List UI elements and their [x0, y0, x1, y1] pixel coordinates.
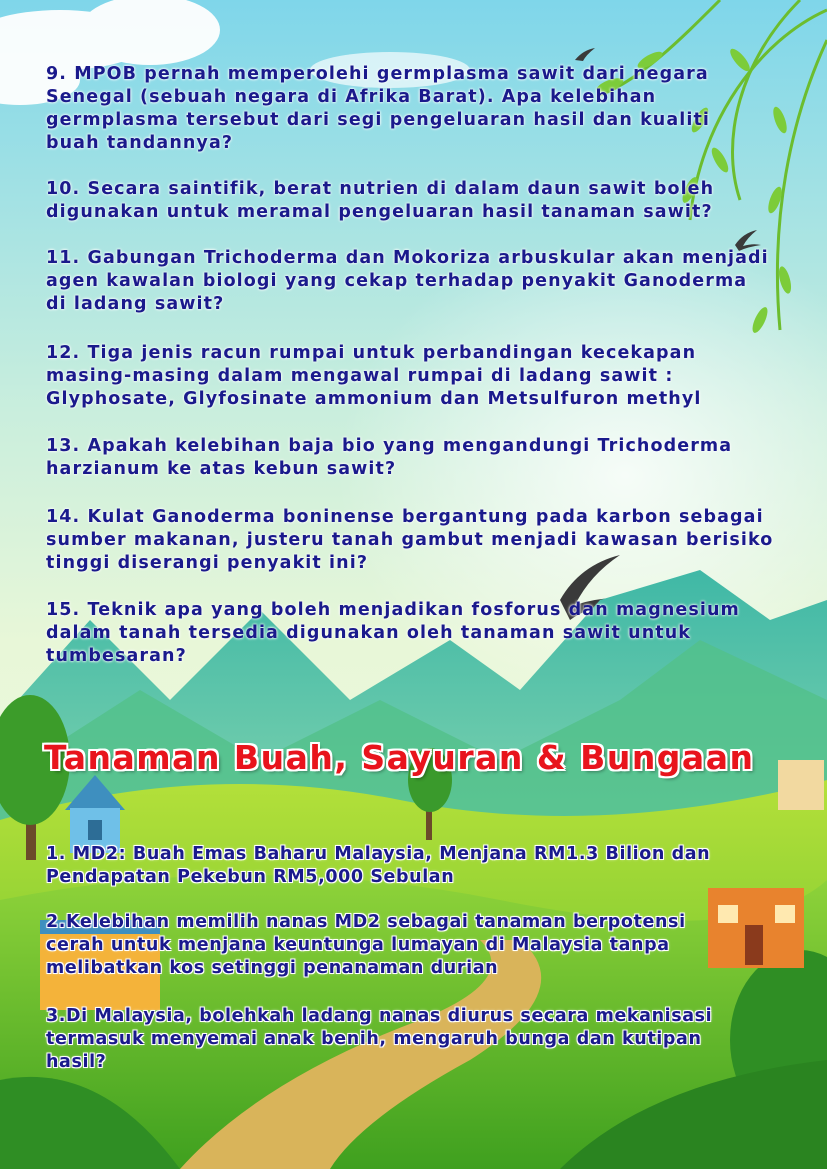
question-md2-3: 3.Di Malaysia, bolehkah ladang nanas diurus secara mekanisasi termasuk menyemai anak benih, mengaruh bunga dan kutipan hasil?: [46, 1006, 713, 1072]
question-13: 13. Apakah kelebihan baja bio yang mengandungi Trichoderma harzianum ke atas kebun sawit?: [46, 436, 733, 479]
question-15: 15. Teknik apa yang boleh menjadikan fosforus dan magnesium dalam tanah tersedia digunakan oleh tanaman sawit untuk tumbesaran?: [46, 600, 740, 666]
question-md2-1: 1. MD2: Buah Emas Baharu Malaysia, Menjana RM1.3 Bilion dan Pendapatan Pekebun RM5,000 Sebulan: [46, 844, 711, 887]
question-11: 11. Gabungan Trichoderma dan Mokoriza arbuskular akan menjadi agen kawalan biologi yang cekap terhadap penyakit Ganoderma di ladang sawit?: [46, 248, 769, 314]
question-14: 14. Kulat Ganoderma boninense bergantung pada karbon sebagai sumber makanan, justeru tanah gambut menjadi kawasan berisiko tinggi diserangi penyakit ini?: [46, 507, 774, 573]
section-heading: Tanaman Buah, Sayuran & Bungaan: [44, 738, 755, 777]
question-9: 9. MPOB pernah memperolehi germplasma sawit dari negara Senegal (sebuah negara di Afrika Barat). Apa kelebihan germplasma tersebut dari segi pengeluaran hasil dan kualiti buah tandannya?: [46, 64, 711, 153]
question-md2-2: 2.Kelebihan memilih nanas MD2 sebagai tanaman berpotensi cerah untuk menjana keuntunga lumayan di Malaysia tanpa melibatkan kos setinggi penanaman durian: [46, 912, 686, 978]
question-12: 12. Tiga jenis racun rumpai untuk perbandingan kecekapan masing-masing dalam mengawal rumpai di ladang sawit : Glyphosate, Glyfosinate ammonium dan Metsulfuron methyl: [46, 343, 702, 409]
question-10: 10. Secara saintifik, berat nutrien di dalam daun sawit boleh digunakan untuk meramal pengeluaran hasil tanaman sawit?: [46, 179, 715, 222]
